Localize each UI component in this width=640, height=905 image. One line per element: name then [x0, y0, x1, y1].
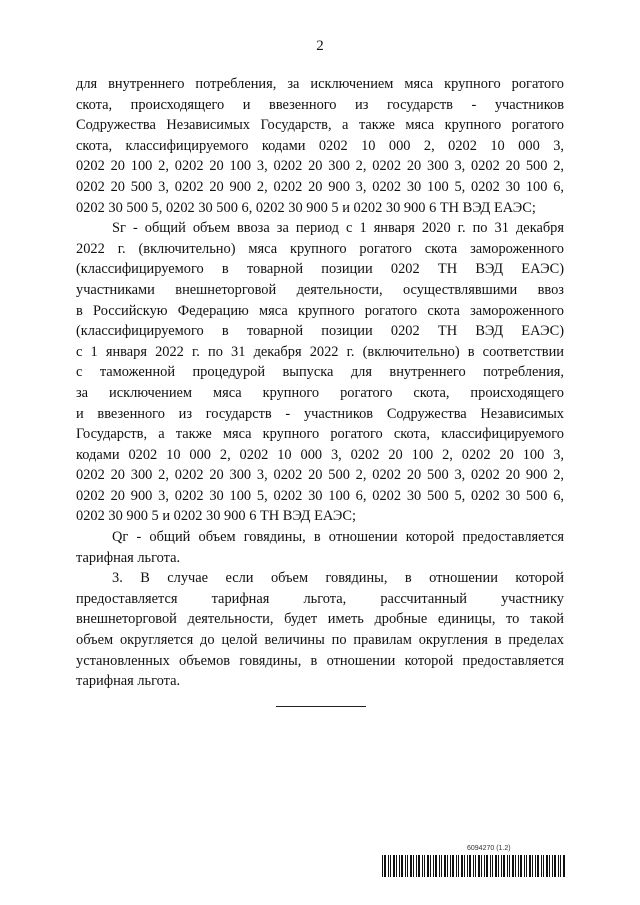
text-line: тарифная льгота. [76, 549, 181, 566]
text-line: Содружества Независимых Государств, а также мяса крупного рогатого [76, 117, 564, 134]
text-line: (классифицируемого в товарной позиции 0202 ТН ВЭД ЕАЭС) [76, 323, 564, 340]
text-line: Sг - общий объем ввоза за период с 1 января 2020 г. по 31 декабря [112, 220, 564, 237]
text-line: 0202 20 500 3, 0202 20 900 2, 0202 20 900 3, 0202 30 100 5, 0202 30 100 6, [76, 178, 564, 195]
text-line: (классифицируемого в товарной позиции 0202 ТН ВЭД ЕАЭС) [76, 261, 564, 278]
text-line: предоставляется тарифная льгота, рассчитанный участнику [76, 590, 564, 607]
text-line: Государств, а также мяса крупного рогатого скота, классифицируемого [76, 426, 564, 443]
text-line: в Российскую Федерацию мяса крупного рогатого скота замороженного [76, 302, 564, 319]
text-line: 3. В случае если объем говядины, в отношении которой [112, 570, 564, 587]
document-body [76, 74, 564, 692]
text-line: внешнеторговой деятельности, будет иметь дробные единицы, то такой [76, 611, 564, 628]
text-line: скота, классифицируемого кодами 0202 10 000 2, 0202 10 000 3, [76, 137, 564, 154]
text-line: 2022 г. (включительно) мяса крупного рогатого скота замороженного [76, 240, 564, 257]
text-line: с 1 января 2022 г. по 31 декабря 2022 г. (включительно) в соответствии [76, 343, 564, 360]
text-line: 0202 20 100 2, 0202 20 100 3, 0202 20 300 2, 0202 20 300 3, 0202 20 500 2, [76, 158, 564, 175]
text-line: 0202 30 500 5, 0202 30 500 6, 0202 30 900 5 и 0202 30 900 6 ТН ВЭД ЕАЭС; [76, 199, 536, 216]
text-line: объем округляется до целой величины по правилам округления в пределах [76, 632, 564, 649]
text-line: Qг - общий объем говядины, в отношении которой предоставляется [112, 529, 564, 546]
text-line: 0202 20 900 3, 0202 30 100 5, 0202 30 100 6, 0202 30 500 5, 0202 30 500 6, [76, 487, 564, 504]
text-line: за исключением мяса крупного рогатого скота, происходящего [76, 384, 564, 401]
text-line: и ввезенного из государств - участников Содружества Независимых [76, 405, 564, 422]
text-line: с таможенной процедурой выпуска для внутреннего потребления, [76, 364, 564, 381]
barcode-icon [382, 855, 568, 877]
closing-separator [276, 706, 366, 707]
text-line: кодами 0202 10 000 2, 0202 10 000 3, 0202 20 100 2, 0202 20 100 3, [76, 446, 564, 463]
page-number: 2 [316, 38, 324, 54]
barcode-number: 6094270 (1.2) [467, 845, 511, 852]
text-line: 0202 20 300 2, 0202 20 300 3, 0202 20 500 2, 0202 20 500 3, 0202 20 900 2, [76, 467, 564, 484]
text-line: 0202 30 900 5 и 0202 30 900 6 ТН ВЭД ЕАЭС; [76, 508, 356, 525]
text-line: для внутреннего потребления, за исключением мяса крупного рогатого [76, 76, 564, 92]
text-line: участниками внешнеторговой деятельности, осуществлявшими ввоз [76, 281, 564, 298]
text-line: скота, происходящего и ввезенного из государств - участников [76, 96, 564, 113]
text-line: тарифная льгота. [76, 673, 181, 690]
text-line: установленных объемов говядины, в отношении которой предоставляется [76, 652, 564, 669]
